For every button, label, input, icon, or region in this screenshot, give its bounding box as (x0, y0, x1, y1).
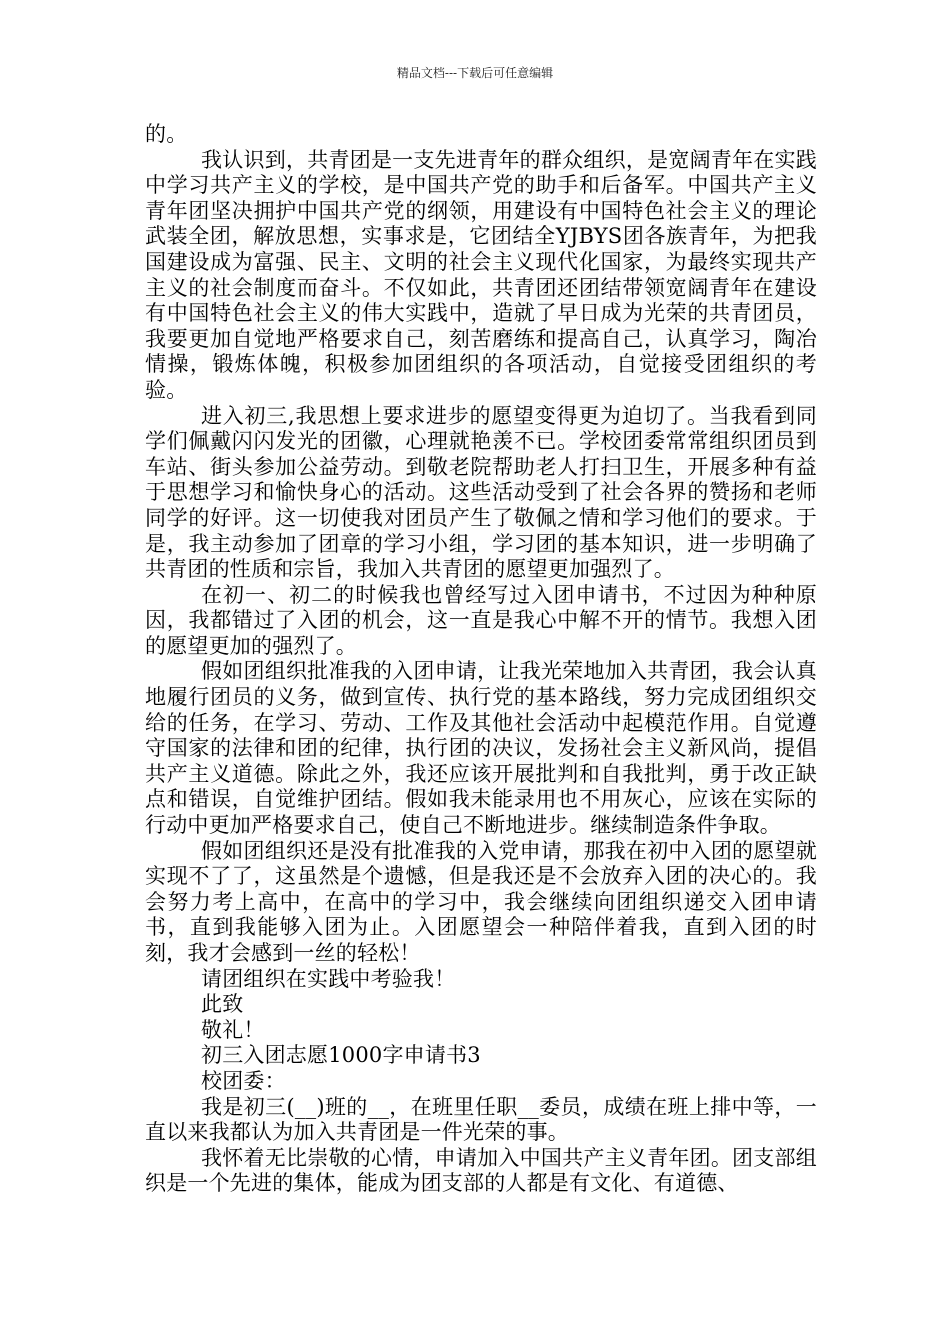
paragraph: 在初一、初二的时候我也曾经写过入团申请书，不过因为种种原因，我都错过了入团的机会，这一直是我心中解不开的情节。我想入团的愿望更加的强烈了。 (145, 582, 817, 658)
salutation-jingli: 敬礼！ (201, 1017, 265, 1042)
paragraph: 假如团组织还是没有批准我的入党申请，那我在初中入团的愿望就实现不了了，这虽然是个遗憾，但是我还是不会放弃入团的决心的。我会努力考上高中，在高中的学习中，我会继续向团组织递交入团申请书，直到我能够入团为止。入团愿望会一种陪伴着我，直到入团的时刻，我才会感到一丝的轻松！ (145, 838, 817, 965)
paragraph: 假如团组织批准我的入团申请，让我光荣地加入共青团，我会认真地履行团员的义务，做到宣传、执行党的基本路线，努力完成团组织交给的任务，在学习、劳动、工作及其他社会活动中起模范作用。自觉遵守国家的法律和团的纪律，执行团的决议，发扬社会主义新风尚，提倡共产主义道德。除此之外，我还应该开展批判和自我批判，勇于改正缺点和错误，自觉维护团结。假如我未能录用也不用灰心，应该在实际的行动中更加严格要求自己，使自己不断地进步。继续制造条件争取。 (145, 659, 817, 838)
paragraph: 我认识到，共青团是一支先进青年的群众组织，是宽阔青年在实践中学习共产主义的学校，是中国共产党的助手和后备军。中国共产主义青年团坚决拥护中国共产党的纲领，用建设有中国特色社会主义的理论武装全团，解放思想，实事求是，它团结全YJBYS团各族青年，为把我国建设成为富强、民主、文明的社会主义现代化国家，为最终实现共产主义的社会制度而奋斗。不仅如此，共青团还团结带领宽阔青年在建设有中国特色社会主义的伟大实践中，造就了早日成为光荣的共青团员，我要更加自觉地严格要求自己，刻苦磨练和提高自己，认真学习，陶冶情操，锻炼体魄，积极参加团组织的各项活动，自觉接受团组织的考验。 (145, 147, 817, 402)
page-header: 精品文档---下载后可任意编辑 (396, 66, 554, 80)
paragraph: 进入初三,我思想上要求进步的愿望变得更为迫切了。当我看到同学们佩戴闪闪发光的团徽，心理就艳羡不已。学校团委常常组织团员到车站、街头参加公益劳动。到敬老院帮助老人打扫卫生，开展多种有益于思想学习和愉快身心的活动。这些活动受到了社会各界的赞扬和老师同学的好评。这一切使我对团员产生了敬佩之情和学习他们的要求。于是，我主动参加了团章的学习小组，学习团的基本知识，进一步明确了共青团的性质和宗旨，我加入共青团的愿望更加强烈了。 (145, 403, 817, 582)
paragraph-continuation: 的。 (145, 122, 188, 146)
paragraph: 我怀着无比崇敬的心情，申请加入中国共产主义青年团。团支部组织是一个先进的集体，能成为团支部的人都是有文化、有道德、 (145, 1145, 817, 1196)
section-title: 初三入团志愿1000字申请书3 (201, 1043, 481, 1068)
closing-request: 请团组织在实践中考验我！ (201, 966, 456, 991)
paragraph: 我是初三(__)班的__，在班里任职__委员，成绩在班上排中等，一直以来我都认为加入共青团是一件光荣的事。 (145, 1094, 817, 1145)
document-body (145, 122, 817, 1197)
addressee: 校团委： (201, 1068, 286, 1093)
salutation-cizhi: 此致 (201, 992, 244, 1017)
